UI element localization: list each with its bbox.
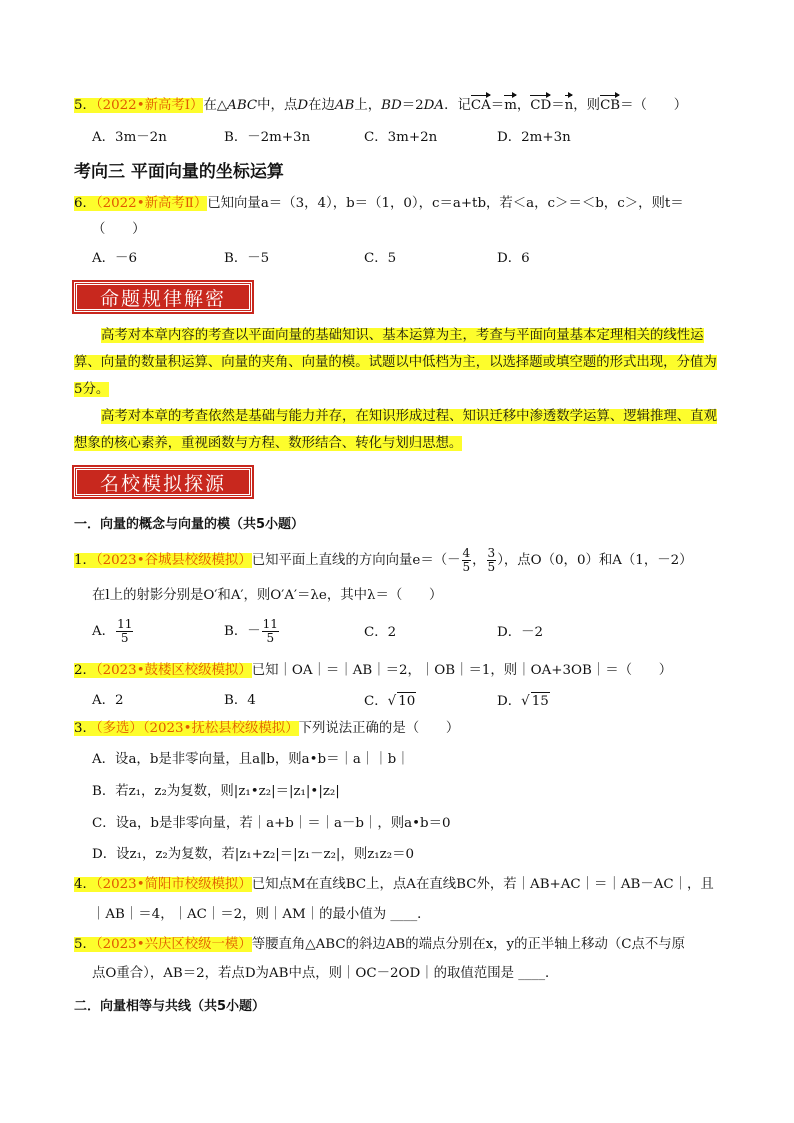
mock-question-5-stem: 5．（2023•兴庆区校级一模）等腰直角△ABC的斜边AB的端点分别在x，y的正半轴上移动（C点不与原: [74, 937, 686, 952]
option-d[interactable]: D．6: [497, 251, 530, 266]
summary-paragraph-1: 高考对本章内容的考查以平面向量的基础知识、基本运算为主，考查与平面向量基本定理相关的线性运算、向量的数量积运算、向量的夹角、向量的模。试题以中低档为主，以选择题或填空题的形式出现，分值为5分。: [74, 328, 717, 397]
option-c[interactable]: C．设a，b是非零向量，若｜a+b｜＝｜a－b｜，则a•b＝0: [92, 816, 451, 831]
source-tag: （2023•兴庆区校级一模）: [95, 937, 252, 952]
mock-question-4-line2: ｜AB｜＝4，｜AC｜＝2，则｜AM｜的最小值为 ____．: [92, 907, 431, 922]
option-b[interactable]: B．－ $\frac{11}{5}$: [224, 617, 278, 645]
option-d[interactable]: D．－2: [497, 625, 544, 640]
option-b[interactable]: B．－2m+3n: [224, 130, 311, 145]
source-tag: （2023•鼓楼区校级模拟）: [95, 663, 252, 678]
source-tag: （2023•简阳市校级模拟）: [95, 877, 252, 892]
banner-school-simulation: 名校模拟探源: [74, 467, 252, 497]
mock-question-2-stem: 2．（2023•鼓楼区校级模拟）已知｜OA｜＝｜AB｜＝2，｜OB｜＝1，则｜OA+3OB｜＝（ ）: [74, 663, 673, 678]
option-a[interactable]: A．3m－2n: [92, 130, 167, 145]
option-a[interactable]: A．－6: [92, 251, 137, 266]
option-b[interactable]: B．若z₁，z₂为复数，则|z₁•z₂|＝|z₁|•|z₂|: [92, 784, 340, 799]
mock-question-3-stem: 3．（多选）（2023•抚松县校级模拟）下列说法正确的是（ ）: [74, 721, 460, 736]
option-d[interactable]: D．设z₁，z₂为复数，若|z₁+z₂|＝|z₁－z₂|，则z₁z₂＝0: [92, 847, 414, 862]
option-c[interactable]: C．2: [364, 625, 397, 640]
question-6-stem: 6．（2022•新高考Ⅱ）已知向量a＝（3，4），b＝（1，0），c＝a+tb，若＜a，c＞＝＜b，c＞，则t＝: [74, 196, 684, 211]
banner-pattern-decode: 命题规律解密: [74, 282, 252, 312]
mock-question-4-stem: 4．（2023•简阳市校级模拟）已知点M在直线BC上，点A在直线BC外，若｜AB+AC｜＝｜AB－AC｜，且: [74, 877, 714, 892]
mock-question-1-line2: 在l上的射影分别是O′和A′，则O′A′＝λe，其中λ＝（ ）: [92, 588, 443, 603]
option-a[interactable]: A．2: [92, 693, 124, 708]
source-tag: （2022•新高考Ⅱ）: [95, 196, 208, 211]
option-d[interactable]: D．2m+3n: [497, 130, 571, 145]
option-b[interactable]: B．－5: [224, 251, 270, 266]
option-c[interactable]: C．5: [364, 251, 397, 266]
summary-paragraph-2: 高考对本章的考查依然是基础与能力并存，在知识形成过程、知识迁移中渗透数学运算、逻辑推理、直观想象的核心素养，重视函数与方程、数形结合、转化与划归思想。: [74, 409, 717, 451]
section-heading-3: 考向三 平面向量的坐标运算: [74, 162, 284, 182]
source-tag: （2023•谷城县校级模拟）: [95, 553, 252, 568]
option-c[interactable]: C．√ 10: [364, 694, 416, 709]
question-6-blank: （ ）: [92, 222, 146, 237]
option-a[interactable]: A．设a，b是非零向量，且a∥b，则a•b＝｜a｜｜b｜: [92, 752, 410, 767]
source-tag: （2022•新高考Ⅰ）: [95, 98, 204, 113]
option-b[interactable]: B．4: [224, 693, 256, 708]
mock-question-1-stem: 1．（2023•谷城县校级模拟）已知平面上直线的方向向量e＝（－ $\frac{4}{5}$ ， $\frac{3}{5}$ ），点O（0，0）和A（1，－2）: [74, 546, 693, 574]
option-a[interactable]: A． $\frac{11}{5}$: [92, 617, 133, 645]
option-c[interactable]: C．3m+2n: [364, 130, 438, 145]
question-5-stem: 5．（2022•新高考Ⅰ）在△ABC中，点D在边AB上，BD＝2DA．记CA＝m，CD＝n，则CB＝（ ）: [74, 98, 688, 113]
source-tag: （2023•抚松县校级模拟）: [142, 721, 299, 736]
section-title-1: 一．向量的概念与向量的模（共5小题）: [74, 517, 305, 532]
section-title-2: 二．向量相等与共线（共5小题）: [74, 999, 266, 1014]
mock-question-5-line2: 点O重合），AB＝2，若点D为AB中点，则｜OC－2OD｜的取值范围是 ____．: [92, 966, 559, 981]
option-d[interactable]: D．√ 15: [497, 694, 549, 709]
